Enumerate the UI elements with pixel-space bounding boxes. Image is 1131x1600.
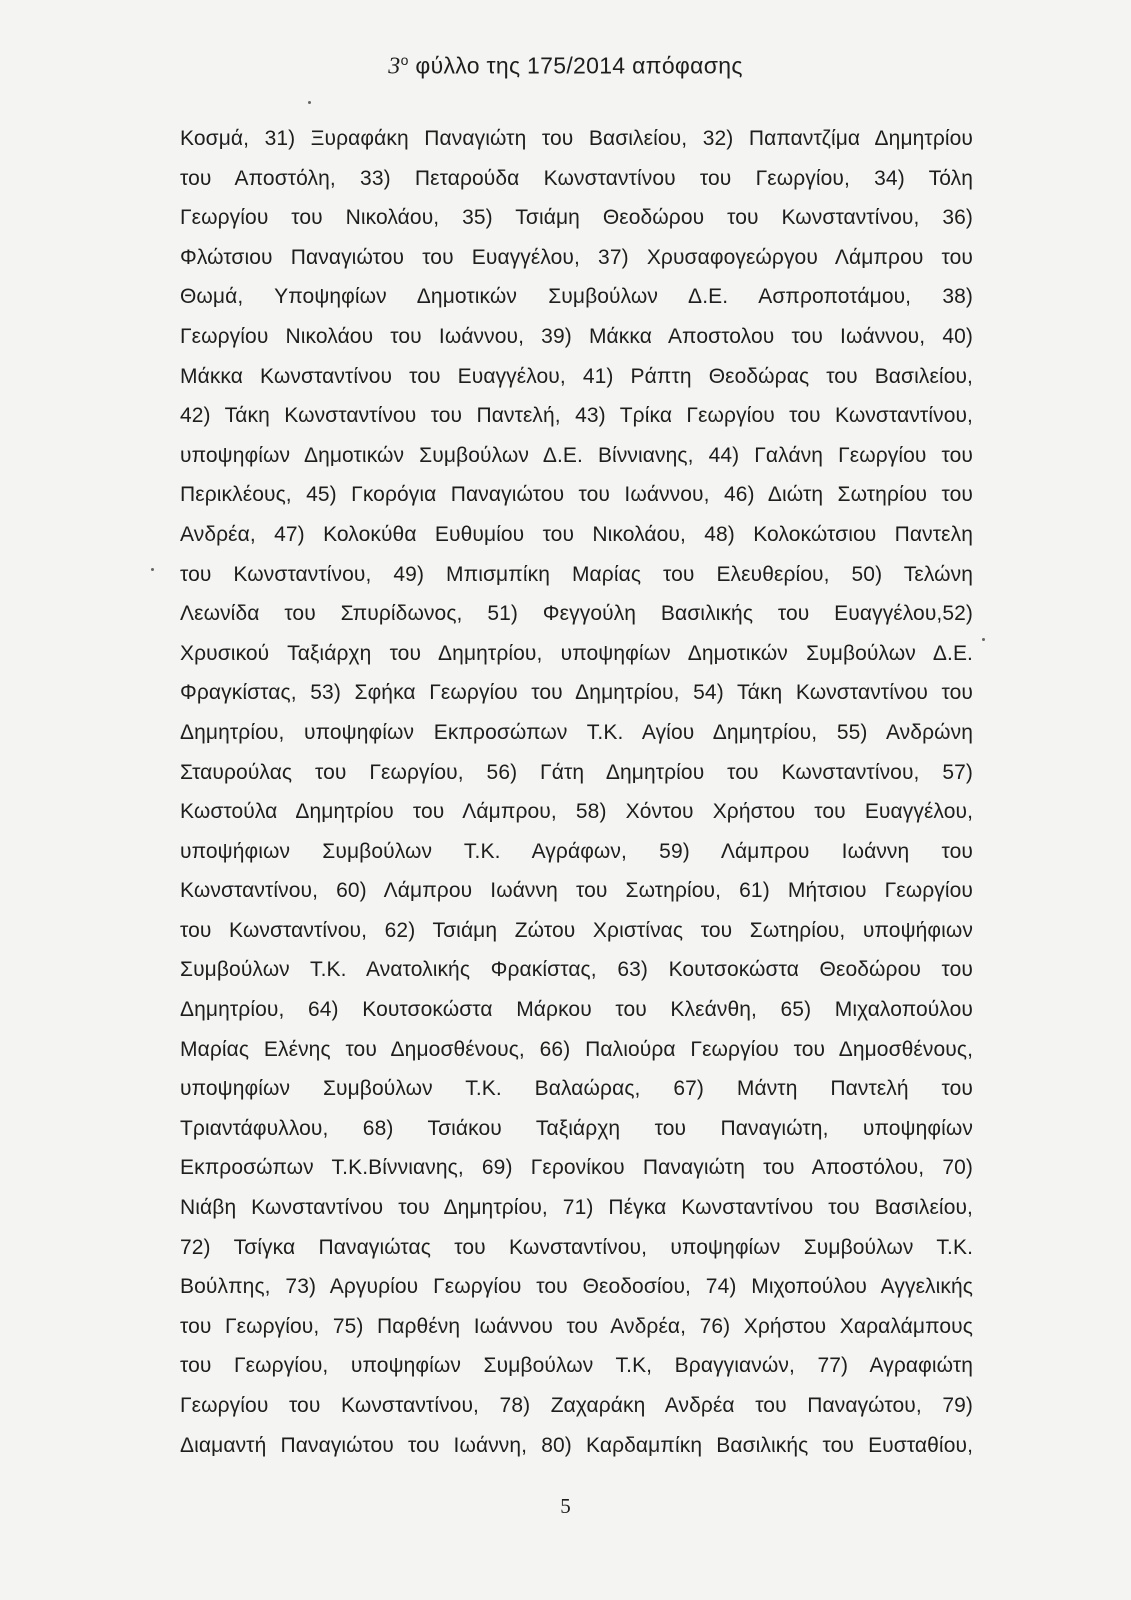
body-text bbox=[180, 119, 973, 1465]
text-line: Δημητρίου, υποψηφίων Εκπροσώπων Τ.Κ. Αγίου Δημητρίου, 55) Ανδρώνη bbox=[180, 720, 973, 744]
text-line: του Αποστόλη, 33) Πεταρούδα Κωνσταντίνου του Γεωργίου, 34) Τόλη bbox=[180, 166, 973, 190]
header-title: φύλλο της 175/2014 απόφασης bbox=[415, 52, 743, 79]
text-line: Κωνσταντίνου, 60) Λάμπρου Ιωάννη του Σωτηρίου, 61) Μήτσιου Γεωργίου bbox=[180, 879, 973, 903]
scan-speck bbox=[151, 568, 154, 571]
text-line: του Κωνσταντίνου, 49) Μπισμπίκη Μαρίας του Ελευθερίου, 50) Τελώνη bbox=[180, 562, 973, 586]
page-number: 5 bbox=[560, 1494, 571, 1518]
text-line: Σταυρούλας του Γεωργίου, 56) Γάτη Δημητρίου του Κωνσταντίνου, 57) bbox=[180, 760, 973, 784]
text-line: Κοσμά, 31) Ξυραφάκη Παναγιώτη του Βασιλείου, 32) Παπαντζίμα Δημητρίου bbox=[180, 127, 973, 150]
sheet-number: 3 bbox=[388, 53, 401, 80]
text-line: 42) Τάκη Κωνσταντίνου του Παντελή, 43) Τρίκα Γεωργίου του Κωνσταντίνου, bbox=[180, 404, 973, 428]
text-line: Γεωργίου Νικολάου του Ιωάννου, 39) Μάκκα Αποστολου του Ιωάννου, 40) bbox=[180, 324, 973, 348]
text-line: Γεωργίου του Κωνσταντίνου, 78) Ζαχαράκη Ανδρέα του Παναγώτου, 79) bbox=[180, 1394, 973, 1417]
text-line: Ανδρέα, 47) Κολοκύθα Ευθυμίου του Νικολάου, 48) Κολοκώτσιου Παντελη bbox=[180, 522, 973, 546]
text-line: Φλώτσιου Παναγιώτου του Ευαγγέλου, 37) Χρυσαφογεώργου Λάμπρου του bbox=[180, 245, 973, 269]
text-line: Νιάβη Κωνσταντίνου του Δημητρίου, 71) Πέγκα Κωνσταντίνου του Βασιλείου, bbox=[180, 1196, 973, 1220]
text-line: Μάκκα Κωνσταντίνου του Ευαγγέλου, 41) Ράπτη Θεοδώρας του Βασιλείου, bbox=[180, 364, 973, 388]
text-line: υποψήφιων Συμβούλων Τ.Κ. Αγράφων, 59) Λάμπρου Ιωάννη του bbox=[180, 839, 973, 863]
text-line: του Κωνσταντίνου, 62) Τσιάμη Ζώτου Χριστίνας του Σωτηρίου, υποψήφιων bbox=[180, 918, 973, 942]
text-line: Βούλπης, 73) Αργυρίου Γεωργίου του Θεοδοσίου, 74) Μιχοπούλου Αγγελικής bbox=[180, 1275, 973, 1299]
text-line: Φραγκίστας, 53) Σφήκα Γεωργίου του Δημητρίου, 54) Τάκη Κωνσταντίνου του bbox=[180, 681, 973, 705]
text-line: Κωστούλα Δημητρίου του Λάμπρου, 58) Χόντου Χρήστου του Ευαγγέλου, bbox=[180, 800, 973, 824]
text-line: 72) Τσίγκα Παναγιώτας του Κωνσταντίνου, υποψηφίων Συμβούλων Τ.Κ. bbox=[180, 1235, 973, 1259]
page-header bbox=[0, 52, 1131, 81]
scan-speck bbox=[982, 638, 985, 641]
sheet-number-suffix: ο bbox=[400, 52, 409, 68]
text-line: Εκπροσώπων Τ.Κ.Βίννιανης, 69) Γερονίκου Παναγιώτη του Αποστόλου, 70) bbox=[180, 1156, 973, 1180]
text-line: Θωμά, Υποψηφίων Δημοτικών Συμβούλων Δ.Ε. Ασπροποτάμου, 38) bbox=[180, 285, 973, 309]
scan-speck bbox=[308, 101, 311, 104]
text-line: του Γεωργίου, 75) Παρθένη Ιωάννου του Ανδρέα, 76) Χρήστου Χαραλάμπους bbox=[180, 1314, 973, 1338]
text-line: Δημητρίου, 64) Κουτσοκώστα Μάρκου του Κλεάνθη, 65) Μιχαλοπούλου bbox=[180, 998, 973, 1022]
text-line: Συμβούλων Τ.Κ. Ανατολικής Φρακίστας, 63) Κουτσοκώστα Θεοδώρου του bbox=[180, 958, 973, 982]
text-line: υποψηφίων Δημοτικών Συμβούλων Δ.Ε. Βίννιανης, 44) Γαλάνη Γεωργίου του bbox=[180, 443, 973, 467]
text-line: Μαρίας Ελένης του Δημοσθένους, 66) Παλιούρα Γεωργίου του Δημοσθένους, bbox=[180, 1037, 973, 1061]
text-line: του Γεωργίου, υποψηφίων Συμβούλων Τ.Κ, Βραγγιανών, 77) Αγραφιώτη bbox=[180, 1354, 973, 1378]
text-line: Τριαντάφυλλου, 68) Τσιάκου Ταξιάρχη του Παναγιώτη, υποψηφίων bbox=[180, 1116, 973, 1140]
text-line: Διαμαντή Παναγιώτου του Ιωάννη, 80) Καρδαμπίκη Βασιλικής του Ευσταθίου, bbox=[180, 1433, 973, 1457]
text-line: υποψηφίων Συμβούλων Τ.Κ. Βαλαώρας, 67) Μάντη Παντελή του bbox=[180, 1077, 973, 1101]
text-line: Χρυσικού Ταξιάρχη του Δημητρίου, υποψηφίων Δημοτικών Συμβούλων Δ.Ε. bbox=[180, 641, 973, 665]
text-line: Λεωνίδα του Σπυρίδωνος, 51) Φεγγούλη Βασιλικής του Ευαγγέλου,52) bbox=[180, 602, 973, 626]
text-line: Περικλέους, 45) Γκορόγια Παναγιώτου του Ιωάννου, 46) Διώτη Σωτηρίου του bbox=[180, 483, 973, 507]
text-line: Γεωργίου του Νικολάου, 35) Τσιάμη Θεοδώρου του Κωνσταντίνου, 36) bbox=[180, 206, 973, 230]
